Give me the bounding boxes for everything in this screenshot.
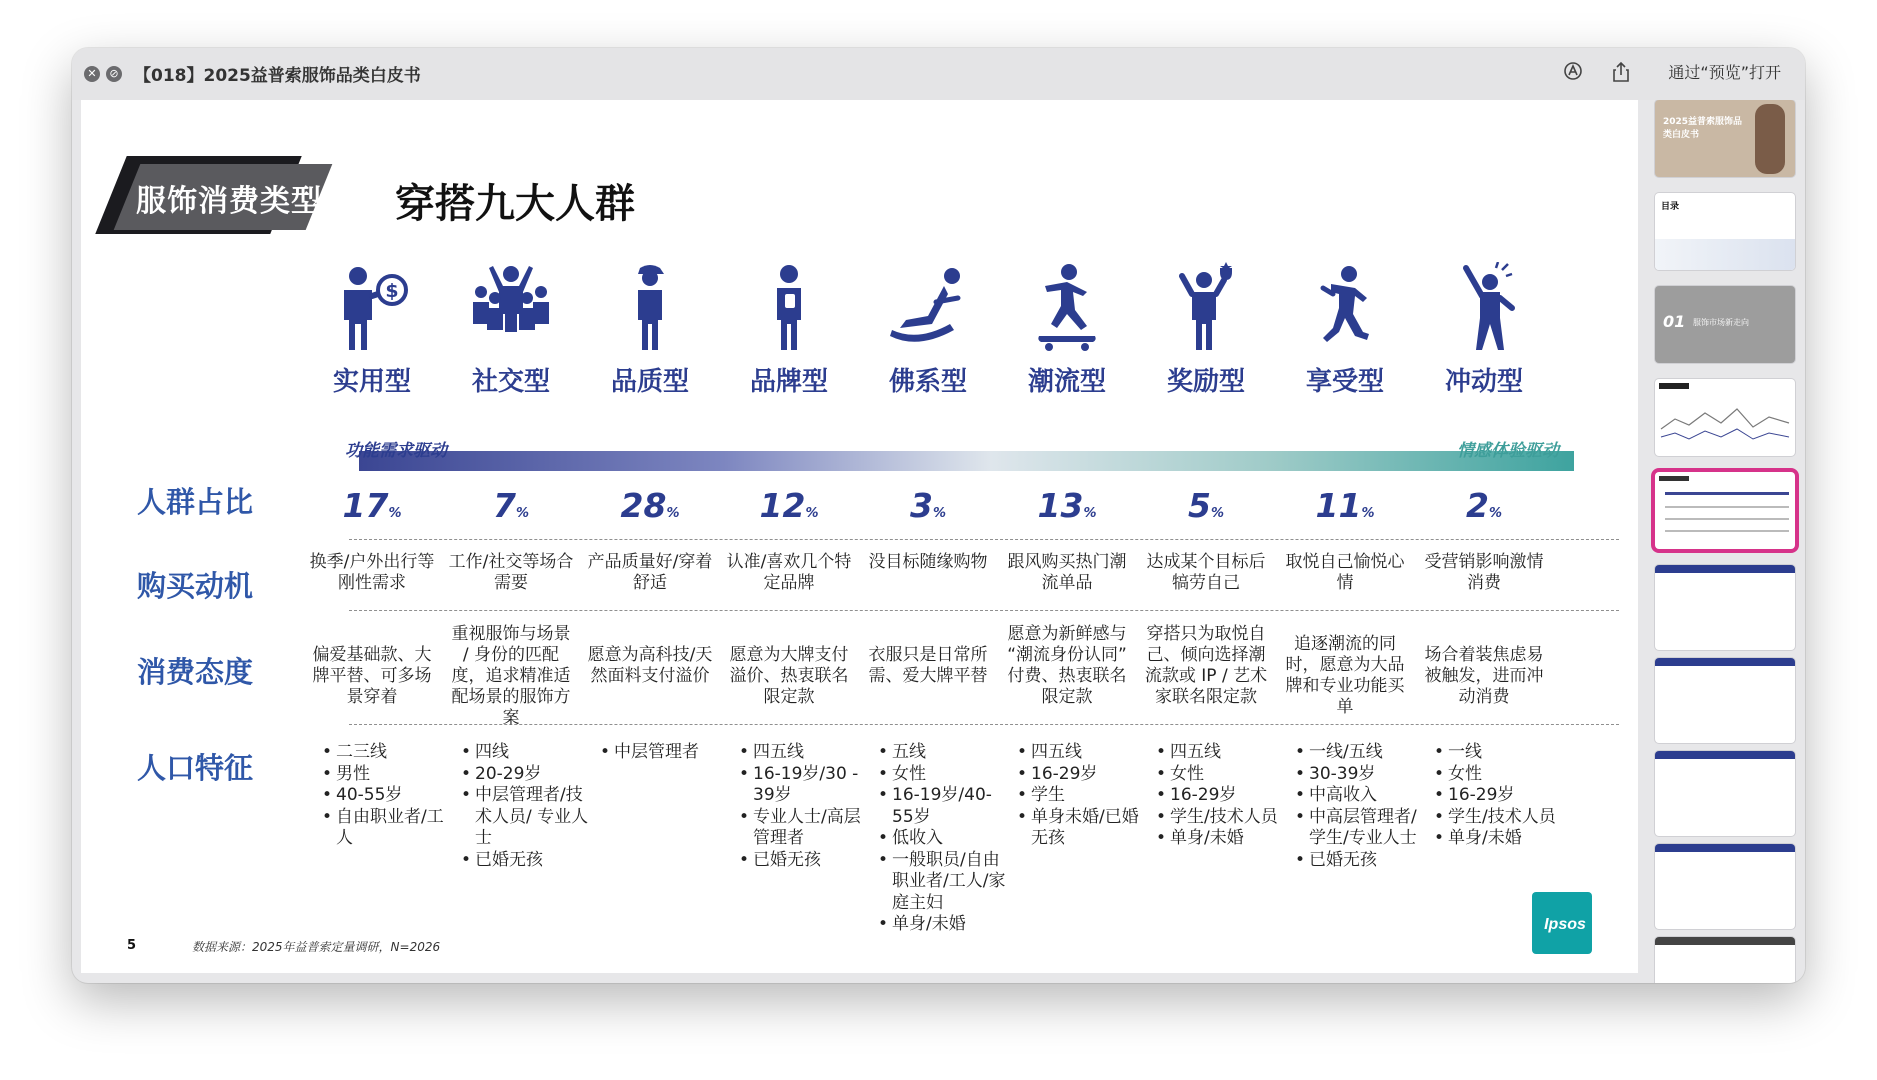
type-label-impulse: 冲动型 (1444, 367, 1523, 397)
person-dancing-icon (1305, 262, 1385, 352)
demographic-item: • 女性 (1434, 764, 1562, 786)
thumbnail-page-1[interactable] (1655, 100, 1795, 177)
motive-cell: 产品质量好/穿着舒适 (587, 552, 713, 593)
motive-cell: 工作/社交等场合需要 (448, 552, 574, 593)
minimize-icon[interactable]: ⊘ (106, 66, 122, 82)
thumbnail-text: 3% (1659, 937, 1673, 946)
attitude-cell: 愿意为高科技/天然面料支付溢价 (587, 645, 713, 686)
open-in-preview-button[interactable]: 通过“预览”打开 (1668, 63, 1781, 82)
thumbnail-text: 12% (1659, 844, 1679, 853)
demographic-item: • 四五线 (1017, 742, 1145, 764)
demographic-item: • 四五线 (1156, 742, 1284, 764)
demographic-item: • 16-29岁 (1434, 785, 1562, 807)
share-casual: 3% (910, 486, 946, 525)
slide-page (81, 100, 1638, 973)
data-source-note: 数据来源：2025年益普索定量调研，N=2026 (192, 940, 441, 954)
demographic-item: • 中高层管理者/学生/专业人士 (1295, 807, 1423, 850)
demographic-item: • 16-29岁 (1156, 785, 1284, 807)
demographic-item: • 四五线 (739, 742, 867, 764)
thumbnail-text: 目录 (1661, 202, 1680, 212)
demographic-item: • 单身/未婚 (1434, 828, 1562, 850)
attitude-cell: 场合着装焦虑易被触发，进而冲动消费 (1424, 645, 1544, 707)
type-label-quality: 品质型 (610, 367, 689, 397)
person-excited-icon (1444, 262, 1524, 352)
demographic-item: • 低收入 (878, 828, 1006, 850)
share-practical: 17% (342, 486, 402, 525)
page-number: 5 (127, 938, 137, 953)
demographic-item: • 二三线 (322, 742, 450, 764)
demographic-item: • 男性 (322, 764, 450, 786)
thumbnail-page-7[interactable] (1655, 658, 1795, 743)
motive-cell: 没目标随缘购物 (868, 552, 988, 572)
window-title: 【018】2025益普索服饰品类白皮书 (134, 66, 421, 86)
thumbnail-text: 2025益普索服饰品类白皮书 (1663, 117, 1743, 140)
motive-cell: 受营销影响激情消费 (1424, 552, 1544, 593)
demographic-item: • 一线/五线 (1295, 742, 1423, 764)
demographic-item: • 已婚无孩 (1295, 850, 1423, 872)
type-label-brand: 品牌型 (749, 367, 828, 397)
attitude-cell: 穿搭只为取悦自己、倾向选择潮流款或 IP / 艺术家联名限定款 (1144, 624, 1268, 707)
share-impulse: 2% (1466, 486, 1502, 525)
share-brand: 12% (759, 486, 819, 525)
row-divider (349, 610, 1619, 611)
demographic-item: • 20-29岁 (461, 764, 589, 786)
type-label-reward: 奖励型 (1166, 367, 1245, 397)
demographic-item: • 中层管理者 (600, 742, 728, 764)
demographic-item: • 四线 (461, 742, 589, 764)
demographics-list (739, 742, 867, 871)
thumbnail-text: 服饰市场新走向 (1693, 318, 1749, 327)
demographic-item: • 专业人士/高层管理者 (739, 807, 867, 850)
share-enjoy: 11% (1315, 486, 1375, 525)
demographics-list (461, 742, 589, 871)
row-label-motive-text: 购买动机 (137, 569, 254, 603)
demographic-item: • 30-39岁 (1295, 764, 1423, 786)
row-label-attitude (137, 650, 307, 691)
demographic-item: • 女性 (1156, 764, 1284, 786)
thumbnail-page-6[interactable] (1655, 565, 1795, 650)
thumbnail-page-2[interactable] (1655, 193, 1795, 270)
gradient-label-left: 功能需求驱动 (345, 441, 447, 461)
row-label-attitude-text: 消费态度 (137, 655, 254, 689)
demographic-item: • 学生/技术人员 (1156, 807, 1284, 829)
section-label: 服饰消费类型 (136, 184, 322, 219)
row-divider (349, 539, 1619, 540)
attitude-cell: 衣服只是日常所需、爱大牌平替 (868, 645, 988, 686)
thumbnail-page-4[interactable] (1655, 379, 1795, 456)
skateboarder-icon (1027, 262, 1107, 352)
motive-cell: 换季/户外出行等刚性需求 (309, 552, 435, 593)
demographics-list (1017, 742, 1145, 850)
thumbnail-text: 7% (1659, 658, 1673, 667)
type-label-social: 社交型 (471, 367, 550, 397)
ipsos-logo-text: Ipsos (1544, 916, 1586, 933)
demographic-item: • 学生 (1017, 785, 1145, 807)
demographic-item: • 单身/未婚 (1156, 828, 1284, 850)
demographic-item: • 学生/技术人员 (1434, 807, 1562, 829)
demographic-item: • 一线 (1434, 742, 1562, 764)
demographic-item: • 女性 (878, 764, 1006, 786)
markup-icon[interactable] (1560, 60, 1586, 86)
thumbnail-page-5-selected[interactable] (1655, 472, 1795, 549)
row-label-demographics (137, 746, 307, 787)
person-dollar-icon (332, 262, 412, 352)
thumbnail-line-chart (1655, 379, 1795, 456)
share-reward: 5% (1188, 486, 1224, 525)
preview-window (72, 48, 1805, 983)
demographics-list (1156, 742, 1284, 850)
close-icon[interactable]: ✕ (84, 66, 100, 82)
thumbnail-sidebar[interactable] (1646, 100, 1805, 983)
attitude-cell: 愿意为新鲜感与 “潮流身份认同” 付费、热衷联名限定款 (1007, 624, 1127, 707)
thumbnail-text: 28% (1659, 751, 1679, 760)
type-label-casual: 佛系型 (888, 367, 967, 397)
thumbnail-grid (1655, 472, 1795, 549)
motive-cell: 认准/喜欢几个特定品牌 (726, 552, 852, 593)
type-label-practical: 实用型 (332, 367, 411, 397)
demographics-list (878, 742, 1006, 936)
demographic-item: • 五线 (878, 742, 1006, 764)
thumbnail-page-9[interactable] (1655, 844, 1795, 929)
demographic-item: • 16-19岁/30 - 39岁 (739, 764, 867, 807)
demographic-item: • 自由职业者/工人 (322, 807, 450, 850)
motive-cell: 跟风购买热门潮流单品 (1007, 552, 1127, 593)
share-trend: 13% (1037, 486, 1097, 525)
type-label-trend: 潮流型 (1027, 367, 1106, 397)
motive-cell: 取悦自己愉悦心情 (1285, 552, 1405, 593)
demographic-item: • 已婚无孩 (739, 850, 867, 872)
svg-text:$: $ (385, 280, 399, 302)
person-trophy-icon (1166, 262, 1246, 352)
thumbnail-text: 01 (1663, 312, 1686, 331)
demographic-item: • 单身/未婚 (878, 914, 1006, 936)
slide-title: 穿搭九大人群 (395, 181, 635, 227)
attitude-cell: 追逐潮流的同时，愿意为大品牌和专业功能买单 (1285, 634, 1405, 717)
type-label-enjoy: 享受型 (1305, 367, 1384, 397)
demographic-item: • 单身未婚/已婚无孩 (1017, 807, 1145, 850)
row-label-motive (137, 564, 307, 605)
motive-cell: 达成某个目标后犒劳自己 (1146, 552, 1266, 593)
demographic-item: • 一般职员/自由职业者/工人/家庭主妇 (878, 850, 1006, 915)
title-bar (72, 48, 1805, 100)
attitude-cell: 愿意为大牌支付溢价、热衷联名限定款 (729, 645, 849, 707)
thumbnail-page-3[interactable] (1655, 286, 1795, 363)
thumbnail-page-10[interactable] (1655, 937, 1795, 983)
person-cap-icon (610, 262, 690, 352)
person-reclining-icon (888, 262, 968, 352)
row-label-share (137, 480, 307, 521)
demographic-item: • 中高收入 (1295, 785, 1423, 807)
thumbnail-figure (1755, 104, 1785, 174)
share-social: 7% (493, 486, 529, 525)
demographics-list (322, 742, 450, 850)
demographics-list (1434, 742, 1562, 850)
demographic-item: • 40-55岁 (322, 785, 450, 807)
share-icon[interactable] (1608, 60, 1634, 86)
attitude-cell: 偏爱基础款、大牌平替、可多场景穿着 (312, 645, 432, 707)
demographic-item: • 16-19岁/40-55岁 (878, 785, 1006, 828)
group-people-icon (471, 262, 551, 352)
thumbnail-page-8[interactable] (1655, 751, 1795, 836)
demographics-list (1295, 742, 1423, 871)
gradient-label-right: 情感体验驱动 (1457, 441, 1559, 461)
row-label-demographics-text: 人口特征 (137, 751, 254, 785)
person-badge-icon (749, 262, 829, 352)
demographics-list (600, 742, 728, 764)
thumbnail-text: 17% (1659, 565, 1679, 574)
share-quality: 28% (620, 486, 680, 525)
demographic-item: • 16-29岁 (1017, 764, 1145, 786)
attitude-cell: 重视服饰与场景 / 身份的匹配度，追求精准适配场景的服饰方案 (451, 624, 571, 728)
demographic-item: • 中层管理者/技术人员/ 专业人士 (461, 785, 589, 850)
thumbnail-band (1655, 239, 1795, 270)
demographic-item: • 已婚无孩 (461, 850, 589, 872)
row-label-share-text: 人群占比 (137, 485, 254, 519)
driver-gradient-bar (359, 451, 1574, 471)
